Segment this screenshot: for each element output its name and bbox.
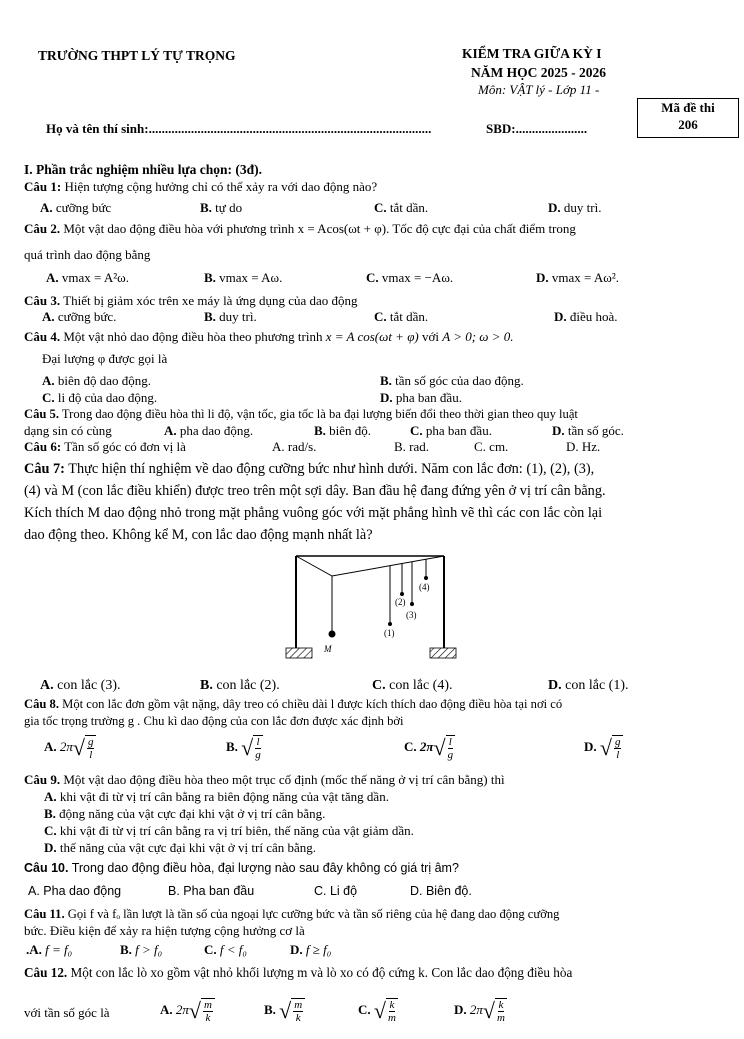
- school-year: NĂM HỌC 2025 - 2026: [471, 65, 606, 80]
- label-p1: (1): [384, 628, 395, 638]
- q7-option-a[interactable]: A. con lắc (3).: [40, 678, 121, 693]
- q2-option-a[interactable]: A. vmax = A²ω.: [46, 270, 129, 285]
- question-8: Câu 8. Một con lắc đơn gồm vật nặng, dây treo có chiều dài l được kích thích dao động điều hòa tại nơi có: [24, 697, 563, 711]
- label-p4: (4): [419, 582, 430, 592]
- q10-option-b[interactable]: B. Pha ban đầu: [168, 884, 255, 898]
- q4-option-b[interactable]: B. tần số góc của dao động.: [380, 373, 524, 388]
- q4-option-d[interactable]: D. pha ban đầu.: [380, 390, 462, 405]
- question-9: Câu 9. Một vật dao động điều hòa theo một trục cố định (mốc thế năng ở vị trí cân bằng) thì: [24, 772, 505, 787]
- q9-option-c[interactable]: C. khi vật đi từ vị trí cân bằng ra vị trí biên, thế năng của vật giảm dần.: [44, 823, 414, 838]
- q12-option-b[interactable]: B. √ $\frac{m}{k}$: [264, 998, 305, 1024]
- q4-option-c[interactable]: C. li độ của dao động.: [42, 390, 158, 405]
- q11-line2: bức. Điều kiện để xảy ra hiện tượng cộng hưởng cơ là: [24, 923, 305, 938]
- exam-title: KIỂM TRA GIỮA KỲ I: [462, 46, 602, 61]
- q8-option-d[interactable]: D. √ $\frac{g}{l}$: [584, 735, 623, 761]
- label-p3: (3): [406, 610, 417, 620]
- pendulum-4-bob: [424, 576, 428, 580]
- ground-right: [430, 648, 456, 658]
- school-name: TRƯỜNG THPT LÝ TỰ TRỌNG: [38, 48, 236, 63]
- q12-line2: với tần số góc là: [24, 1005, 110, 1020]
- q2-line2: quá trình dao động bằng: [24, 247, 151, 262]
- q8-option-b[interactable]: B. √ $\frac{l}{g}$: [226, 735, 261, 761]
- q12-option-d[interactable]: D. 2π √ $\frac{k}{m}$: [454, 998, 505, 1024]
- q4-equation: x = A cos(ωt + φ): [325, 329, 419, 344]
- q12-option-a[interactable]: A. 2π √ $\frac{m}{k}$: [160, 998, 215, 1024]
- q11-option-c[interactable]: C. f < f₀: [204, 942, 247, 957]
- q11-option-b[interactable]: B. f > f₀: [120, 942, 163, 957]
- q3-option-d[interactable]: D. điều hoà.: [554, 309, 618, 324]
- question-12: Câu 12. Một con lắc lò xo gồm vật nhỏ khối lượng m và lò xo có độ cứng k. Con lắc dao động điều hòa: [24, 965, 573, 980]
- q1-option-c[interactable]: C. tắt dần.: [374, 200, 429, 215]
- q4-option-a[interactable]: A. biên độ dao động.: [42, 373, 152, 388]
- exam-code: 206: [678, 117, 698, 132]
- ground-left: [286, 648, 312, 658]
- pendulum-1-bob: [388, 622, 392, 626]
- q2-option-b[interactable]: B. vmax = Aω.: [204, 270, 283, 285]
- q10-option-c[interactable]: C. Li độ: [314, 884, 358, 898]
- question-6: Câu 6: Tần số góc có đơn vị là: [24, 439, 186, 454]
- section-title: I. Phần trắc nghiệm nhiều lựa chọn: (3đ).: [24, 162, 262, 177]
- q2-equation: x = Acos(ωt + φ): [297, 221, 387, 236]
- pendulum-2-bob: [400, 592, 404, 596]
- exam-code-label: Mã đề thi: [661, 100, 715, 115]
- question-1: [24, 179, 377, 195]
- pendulum-figure: [284, 550, 464, 662]
- q8-option-a[interactable]: A. 2π √ $\frac{g}{l}$: [44, 735, 96, 761]
- q11-option-a[interactable]: .A. f = f₀: [26, 942, 73, 957]
- subject: Môn: VẬT lý - Lớp 11 -: [478, 82, 600, 97]
- q8-option-c[interactable]: C. 2π √ $\frac{l}{g}$: [404, 735, 454, 761]
- q3-option-b[interactable]: B. duy trì.: [204, 309, 257, 324]
- student-name-line: Họ và tên thí sinh:.......................................................................................: [46, 121, 432, 136]
- q12-option-c[interactable]: C. √ $\frac{k}{m}$: [358, 998, 396, 1024]
- q2-option-c[interactable]: C. vmax = −Aω.: [366, 270, 454, 285]
- q9-option-a[interactable]: A. khi vật đi từ vị trí cân bằng ra biên động năng của vật tăng dần.: [44, 789, 389, 804]
- q3-option-a[interactable]: A. cưỡng bức.: [42, 309, 117, 324]
- q9-option-b[interactable]: B. động năng của vật cực đại khi vật ở vị trí cân bằng.: [44, 806, 326, 821]
- q1-label: Câu 1:: [24, 179, 62, 194]
- q4-condition: A > 0; ω > 0.: [442, 329, 514, 344]
- q5-option-b[interactable]: B. biên độ.: [314, 423, 372, 438]
- q4-line2: Đại lượng φ được gọi là: [42, 351, 168, 366]
- q1-option-a[interactable]: A. cưỡng bức: [40, 200, 112, 215]
- q3-option-c[interactable]: C. tắt dần.: [374, 309, 429, 324]
- q7-option-c[interactable]: C. con lắc (4).: [372, 678, 453, 693]
- q6-option-d[interactable]: D. Hz.: [566, 439, 601, 454]
- q6-option-c[interactable]: C. cm.: [474, 439, 509, 454]
- q9-option-d[interactable]: D. thế năng của vật cực đại khi vật ở vị trí cân bằng.: [44, 840, 317, 855]
- q1-option-d[interactable]: D. duy trì.: [548, 200, 602, 215]
- question-7: Câu 7: Thực hiện thí nghiệm về dao động cưỡng bức như hình dưới. Năm con lắc đơn: (1), (2), (3), (4) và M (con lắc điều khiển) được treo trên một sợi dây. Ban đầu hệ đang đứng yên ở vị trí cân bằng. Kích thích M dao động nhỏ trong mặt phẳng vuông góc với mặt phẳng hình vẽ thì các con lắc còn lại dao động theo. Không kể M, con lắc dao động mạnh nhất là?: [24, 461, 606, 543]
- q10-option-a[interactable]: A. Pha dao động: [28, 884, 122, 898]
- question-2: Câu 2. Một vật dao động điều hòa với phương trình x = Acos(ωt + φ). Tốc độ cực đại của chất điểm trong: [24, 221, 576, 236]
- q7-option-d[interactable]: D. con lắc (1).: [548, 678, 629, 693]
- pendulum-m-bob: [329, 631, 336, 638]
- q5-line2: dạng sin có cùng: [24, 423, 112, 438]
- question-10: Câu 10. Trong dao động điều hòa, đại lượng nào sau đây không có giá trị âm?: [24, 861, 459, 875]
- q10-option-d[interactable]: D. Biên độ.: [410, 884, 472, 898]
- q1-option-b[interactable]: B. tự do: [200, 200, 243, 215]
- q5-option-a[interactable]: A. pha dao động.: [164, 423, 254, 438]
- q1-text: Hiện tượng cộng hưởng chỉ có thể xảy ra với dao động nào?: [64, 179, 378, 194]
- q6-option-b[interactable]: B. rad.: [394, 439, 430, 454]
- q5-option-d[interactable]: D. tần số góc.: [552, 423, 624, 438]
- question-3: Câu 3. Thiết bị giảm xóc trên xe máy là ứng dụng của dao động: [24, 293, 358, 308]
- question-4: Câu 4. Một vật nhỏ dao động điều hòa theo phương trình x = A cos(ωt + φ) với A > 0; ω > 0.: [24, 329, 514, 344]
- label-m: M: [324, 644, 332, 654]
- question-11: Câu 11. Gọi f và fₒ lần lượt là tần số của ngoại lực cưỡng bức và tần số riêng của hệ đang dao động cưỡng: [24, 907, 560, 921]
- q6-option-a[interactable]: A. rad/s.: [272, 439, 317, 454]
- pendulum-3-bob: [410, 602, 414, 606]
- q5-option-c[interactable]: C. pha ban đầu.: [410, 423, 492, 438]
- question-5: Câu 5. Trong dao động điều hòa thì li độ, vận tốc, gia tốc là ba đại lượng biến đổi theo thời gian theo quy luật: [24, 407, 578, 421]
- q8-line2: gia tốc trọng trường g . Chu kì dao động của con lắc đơn được xác định bởi: [24, 714, 404, 728]
- exam-code-box: [637, 98, 739, 138]
- q7-option-b[interactable]: B. con lắc (2).: [200, 678, 280, 693]
- q2-option-d[interactable]: D. vmax = Aω².: [536, 270, 619, 285]
- label-p2: (2): [395, 597, 406, 607]
- sbd-line: SBD:......................: [486, 121, 588, 136]
- q11-option-d[interactable]: D. f ≥ f₀: [290, 942, 332, 957]
